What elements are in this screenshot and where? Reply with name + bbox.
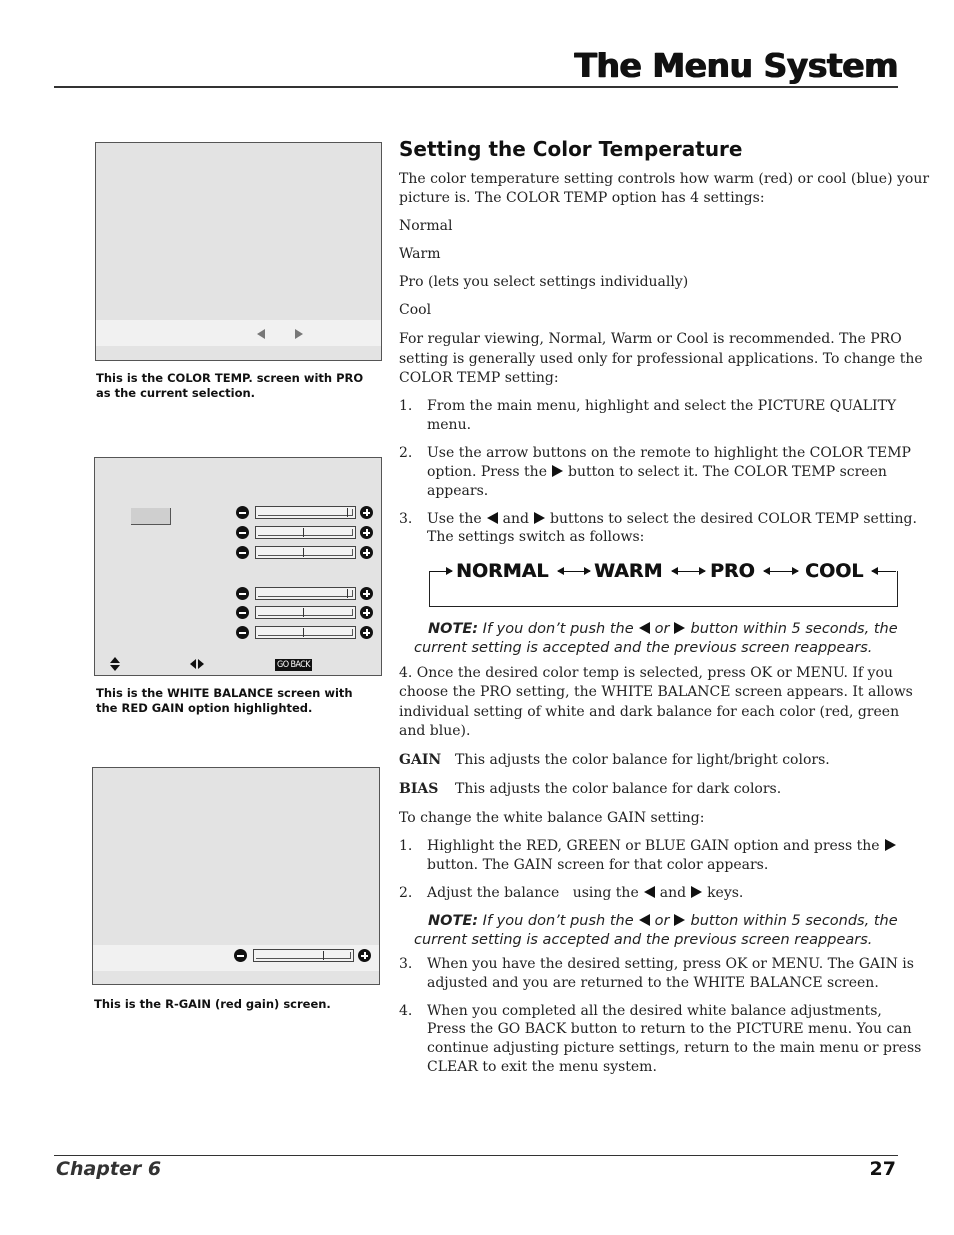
setting-item: Normal — [399, 218, 453, 234]
note-text: or — [654, 621, 670, 637]
plus-icon — [358, 949, 371, 962]
color-temp-screen — [95, 142, 382, 361]
slider-knob — [303, 528, 304, 537]
term: GAIN — [399, 752, 442, 768]
minus-icon — [236, 506, 249, 519]
minus-icon — [236, 546, 249, 559]
header-rule — [54, 86, 898, 88]
slider-knob — [303, 548, 304, 557]
flow-cool: COOL — [805, 560, 864, 582]
step-number: 1. — [399, 838, 413, 854]
step-number: 4. — [399, 1003, 413, 1019]
left-arrow-icon — [644, 886, 655, 898]
left-arrow-icon — [257, 329, 265, 339]
step-text: buttons to select the desired COLOR TEMP setting. — [549, 511, 917, 527]
definition: This adjusts the color balance for dark colors. — [455, 781, 782, 797]
right-arrow-icon — [534, 512, 545, 524]
step-4-line: and blue). — [399, 723, 471, 739]
step-2 — [399, 444, 911, 463]
right-arrow-icon — [552, 465, 563, 477]
plus-icon — [360, 506, 373, 519]
step-text: Highlight the RED, GREEN or BLUE GAIN option and press the — [427, 838, 880, 854]
wb-step-4-cont: CLEAR to exit the menu system. — [427, 1059, 657, 1075]
wb-step-3 — [399, 955, 914, 974]
section-heading: Setting the Color Temperature — [399, 137, 743, 161]
red-bias-slider — [255, 587, 356, 600]
wb-step-2 — [399, 884, 743, 903]
step-number: 2. — [399, 445, 413, 461]
flow-normal: NORMAL — [456, 560, 549, 582]
double-arrow — [558, 571, 590, 572]
r-gain-slider — [253, 949, 354, 962]
wb-step-1 — [399, 837, 901, 856]
left-right-arrows-icon — [190, 659, 206, 669]
note-label: NOTE: — [428, 621, 479, 637]
selection-band — [96, 320, 381, 346]
r-gain-screen — [92, 767, 380, 985]
green-gain-slider — [255, 526, 356, 539]
slider-knob — [347, 508, 348, 517]
regular-line: COLOR TEMP setting: — [399, 370, 559, 386]
note-text: button within 5 seconds, the — [690, 913, 898, 929]
chapter-label: Chapter 6 — [56, 1158, 162, 1180]
step-text: keys. — [707, 885, 744, 901]
gain-definition — [399, 751, 830, 770]
page-title: The Menu System — [574, 46, 898, 85]
step-text: From the main menu, highlight and select the PICTURE QUALITY — [427, 398, 897, 414]
step-text: When you completed all the desired white balance adjustments, — [427, 1003, 882, 1019]
wb-step-3-cont: adjusted and you are returned to the WHITE BALANCE screen. — [427, 975, 879, 991]
term: BIAS — [399, 781, 439, 797]
slider-knob — [303, 628, 304, 637]
note-text: If you don’t push the — [482, 913, 634, 929]
intro-line: The color temperature setting controls how warm (red) or cool (blue) your — [399, 171, 930, 187]
right-arrow-icon — [885, 839, 896, 851]
note-text: If you don’t push the — [482, 621, 634, 637]
double-arrow — [672, 571, 705, 572]
go-back-label: GO BACK — [277, 660, 310, 670]
wb-step-4 — [399, 1002, 882, 1021]
step-4-line: individual setting of white and dark balance for each color (red, green — [399, 704, 900, 720]
green-bias-slider — [255, 606, 356, 619]
plus-icon — [360, 626, 373, 639]
white-balance-screen — [94, 457, 382, 676]
flow-warm: WARM — [594, 560, 663, 582]
step-text: When you have the desired setting, press OK or MENU. The GAIN is — [427, 956, 914, 972]
plus-icon — [360, 587, 373, 600]
minus-icon — [236, 526, 249, 539]
note-2 — [428, 912, 898, 931]
change-gain-intro: To change the white balance GAIN setting: — [399, 810, 705, 826]
double-arrow — [764, 571, 798, 572]
go-back-button — [275, 659, 312, 671]
step-2-cont — [427, 463, 887, 482]
minus-icon — [236, 606, 249, 619]
step-text: button to select it. The COLOR TEMP screen — [567, 464, 887, 480]
step-3-cont: The settings switch as follows: — [427, 529, 645, 545]
left-arrow-icon — [639, 622, 650, 634]
step-text: and — [659, 885, 687, 901]
plus-icon — [360, 606, 373, 619]
blue-gain-slider — [255, 546, 356, 559]
white-balance-caption: This is the WHITE BALANCE screen with the RED GAIN option highlighted. — [96, 686, 353, 715]
highlight-box — [131, 508, 171, 525]
intro-line: picture is. The COLOR TEMP option has 4 settings: — [399, 190, 765, 206]
step-text: Use the — [427, 511, 482, 527]
slider-knob — [303, 608, 304, 617]
wb-step-4-cont: Press the GO BACK button to return to the PICTURE menu. You can — [427, 1021, 912, 1037]
step-1-cont: menu. — [427, 417, 472, 433]
note-text: or — [654, 913, 670, 929]
note-1 — [428, 620, 898, 639]
step-4-line: 4. Once the desired color temp is selected, press OK or MENU. If you — [399, 665, 893, 681]
step-4-line: choose the PRO setting, the WHITE BALANCE screen appears. It allows — [399, 684, 913, 700]
step-number: 1. — [399, 398, 413, 414]
wb-step-4-cont: continue adjusting picture settings, return to the main menu or press — [427, 1040, 922, 1056]
right-arrow-icon — [674, 622, 685, 634]
note-text: button within 5 seconds, the — [690, 621, 898, 637]
step-1 — [399, 397, 896, 416]
step-number: 2. — [399, 885, 413, 901]
setting-item: Pro (lets you select settings individually) — [399, 274, 689, 290]
minus-icon — [236, 587, 249, 600]
setting-item: Cool — [399, 302, 432, 318]
regular-line: For regular viewing, Normal, Warm or Cool is recommended. The PRO — [399, 331, 902, 347]
note-1-cont: current setting is accepted and the previous screen reappears. — [414, 640, 873, 656]
note-label: NOTE: — [428, 913, 479, 929]
bias-definition — [399, 780, 781, 799]
flow-pro: PRO — [710, 560, 755, 582]
slider-knob — [347, 589, 348, 598]
left-arrow-icon — [639, 914, 650, 926]
right-arrow-icon — [674, 914, 685, 926]
regular-line: setting is generally used only for professional applications. To change the — [399, 351, 923, 367]
loop-arrow — [430, 571, 452, 572]
footer-rule — [54, 1155, 898, 1156]
step-2-cont: appears. — [427, 483, 489, 499]
step-number: 3. — [399, 511, 413, 527]
minus-icon — [236, 626, 249, 639]
minus-icon — [234, 949, 247, 962]
right-arrow-icon — [295, 329, 303, 339]
step-text: Use the arrow buttons on the remote to highlight the COLOR TEMP — [427, 445, 911, 461]
step-text: and — [502, 511, 529, 527]
plus-icon — [360, 526, 373, 539]
step-number: 3. — [399, 956, 413, 972]
blue-bias-slider — [255, 626, 356, 639]
note-2-cont: current setting is accepted and the previous screen reappears. — [414, 932, 873, 948]
step-3 — [399, 510, 917, 529]
step-text: Adjust the balance using the — [427, 885, 639, 901]
page-number: 27 — [869, 1158, 896, 1180]
right-arrow-icon — [691, 886, 702, 898]
plus-icon — [360, 546, 373, 559]
loop-arrow — [872, 571, 896, 572]
slider-knob — [323, 951, 324, 960]
definition: This adjusts the color balance for light/bright colors. — [455, 752, 830, 768]
left-arrow-icon — [487, 512, 498, 524]
color-temp-caption: This is the COLOR TEMP. screen with PRO as the current selection. — [96, 371, 364, 400]
red-gain-slider — [255, 506, 356, 519]
up-down-arrows-icon — [110, 657, 120, 671]
setting-item: Warm — [399, 246, 441, 262]
step-text: option. Press the — [427, 464, 547, 480]
wb-step-1-cont: button. The GAIN screen for that color appears. — [427, 857, 769, 873]
r-gain-caption: This is the R-GAIN (red gain) screen. — [94, 997, 331, 1011]
